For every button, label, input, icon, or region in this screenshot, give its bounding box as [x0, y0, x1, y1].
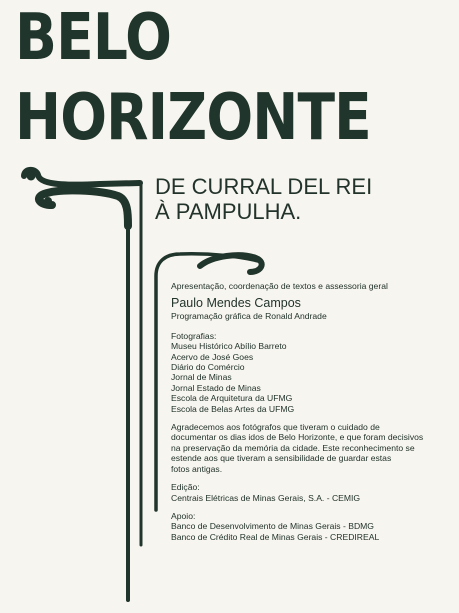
support-heading: Apoio: [171, 510, 196, 521]
photo-source: Jornal Estado de Minas [171, 382, 261, 393]
photo-source: Diário do Comércio [171, 362, 245, 373]
title-line-2: HORIZONTE [15, 81, 371, 155]
acknowledgment-line: na preservação da memória da cidade. Este reconhecimento se [171, 442, 415, 453]
ornament-swirl-mid [39, 190, 128, 226]
acknowledgment-line: estende aos que tiveram a sensibilidade de guardar estas [171, 453, 392, 464]
acknowledgment [171, 422, 451, 474]
acknowledgment-line: Agradecemos aos fotógrafos que tiveram o cuidado de [171, 422, 380, 433]
support-sponsor: Banco de Crédito Real de Minas Gerais - CREDIREAL [171, 531, 380, 542]
credits-design: Programação gráfica de Ronald Andrade [171, 311, 327, 322]
subtitle-line-2: À PAMPULHA. [155, 199, 302, 224]
ornament-dot-top [27, 172, 36, 181]
photo-source: Jornal de Minas [171, 372, 232, 383]
photo-source: Escola de Arquitetura da UFMG [171, 393, 293, 404]
ornament-swirl-top [24, 170, 140, 185]
edition-heading: Edição: [171, 482, 200, 493]
photo-source: Acervo de José Goes [171, 351, 254, 362]
credits-block [171, 281, 451, 542]
acknowledgment-line: documentar os dias idos de Belo Horizonte, e que foram decisivos [171, 432, 424, 443]
ornament-swirl-low [200, 255, 262, 272]
photos-heading: Fotografias: [171, 330, 217, 341]
credits-author: Paulo Mendes Campos [171, 296, 301, 311]
photo-source: Museu Histórico Abílio Barreto [171, 341, 287, 352]
subtitle [155, 174, 372, 224]
subtitle-line-1: DE CURRAL DEL REI [155, 174, 373, 199]
photo-source: Escola de Belas Artes da UFMG [171, 403, 295, 414]
title-line-1: BELO [15, 1, 172, 75]
support-sponsor: Banco de Desenvolvimento de Minas Gerais - BDMG [171, 521, 374, 532]
acknowledgment-line: fotos antigas. [171, 463, 223, 474]
credits-intro: Apresentação, coordenação de textos e assessoria geral [171, 281, 388, 291]
ornament-dot-mid [44, 197, 52, 205]
edition-publisher: Centrais Elétricas de Minas Gerais, S.A. - CEMIG [171, 492, 361, 503]
